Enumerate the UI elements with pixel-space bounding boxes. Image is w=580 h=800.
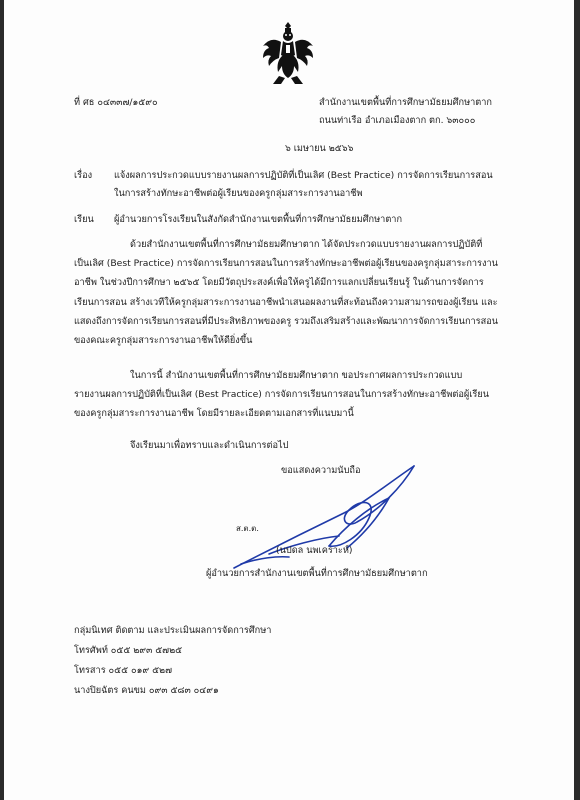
handwritten-signature: [229, 458, 439, 578]
closing-request: จึงเรียนมาเพื่อทราบและดำเนินการต่อไป: [130, 440, 289, 451]
garuda-emblem-icon: [259, 20, 317, 86]
footer-phone: โทรศัพท์ ๐๕๕ ๒๙๓ ๕๗๒๕: [74, 645, 183, 656]
subject-line-1: แจ้งผลการประกวดแบบรายงานผลการปฏิบัติที่เป็นเลิศ (Best Practice) การจัดการเรียนการสอน: [114, 170, 493, 181]
salutation-text: ผู้อำนวยการโรงเรียนในสังกัดสำนักงานเขตพื้นที่การศึกษามัธยมศึกษาตาก: [114, 214, 403, 225]
signatory-position: ผู้อำนวยการสำนักงานเขตพื้นที่การศึกษามัธยมศึกษาตาก: [206, 568, 428, 579]
footer-fax: โทรสาร ๐๕๕ ๐๑๙ ๕๒๗: [74, 665, 172, 676]
body-paragraph-1: [74, 235, 498, 350]
office-address: ถนนท่าเรือ อำเภอเมืองตาก ตก. ๖๓๐๐๐: [319, 115, 476, 126]
document-page: [4, 0, 574, 800]
signatory-initials: ส.ต.ต.: [236, 524, 259, 533]
paragraph-line: เป็นเลิศ (Best Practice) การจัดการเรียนการสอนในการสร้างทักษะอาชีพต่อผู้เรียนของครูกลุ่มสาระการงาน: [74, 258, 498, 270]
office-name: สำนักงานเขตพื้นที่การศึกษามัธยมศึกษาตาก: [319, 97, 492, 108]
footer-contact: นางปิยฉัตร คนขม ๐๙๓ ๕๘๓ ๐๔๙๑: [74, 685, 219, 696]
paragraph-line: ในการนี้ สำนักงานเขตพื้นที่การศึกษามัธยมศึกษาตาก ขอประกาศผลการประกวดแบบ: [130, 370, 463, 381]
paragraph-line: เรียนการสอน สร้างเวทีให้ครูกลุ่มสาระการงานอาชีพนำเสนอผลงานที่สะท้อนถึงความสามารถของผู้เรียน และ: [74, 296, 498, 308]
paragraph-line: ของครูกลุ่มสาระการงานอาชีพ โดยมีรายละเอียดตามเอกสารที่แนบมานี้: [74, 408, 354, 420]
subject-label: เรื่อง: [74, 170, 93, 181]
footer-department: กลุ่มนิเทศ ติดตาม และประเมินผลการจัดการศึกษา: [74, 625, 272, 636]
paragraph-line: ด้วยสำนักงานเขตพื้นที่การศึกษามัธยมศึกษาตาก ได้จัดประกวดแบบรายงานผลการปฏิบัติที่: [130, 239, 483, 250]
document-number: ที่ ศธ ๐๔๓๓๗/๑๕๙๐: [74, 97, 158, 108]
regards-text: ขอแสดงความนับถือ: [281, 465, 361, 476]
paragraph-line: ของคณะครูกลุ่มสาระการงานอาชีพให้ดียิ่งขึ้น: [74, 335, 253, 347]
paragraph-line: รายงานผลการปฏิบัติที่เป็นเลิศ (Best Practice) การจัดการเรียนการสอนในการสร้างทักษะอาชีพต่อผู้เรียน: [74, 389, 490, 401]
salutation-label: เรียน: [74, 214, 94, 225]
subject-line-2: ในการสร้างทักษะอาชีพต่อผู้เรียนของครูกลุ่มสาระการงานอาชีพ: [114, 188, 363, 199]
document-date: ๖ เมษายน ๒๕๖๖: [285, 143, 354, 154]
signatory-name: (นปดล นพเคราะห์): [276, 545, 353, 556]
body-paragraph-2: [74, 366, 489, 424]
paragraph-line: อาชีพ ในช่วงปีการศึกษา ๒๕๖๕ โดยมีวัตถุประสงค์เพื่อให้ครูได้มีการแลกเปลี่ยนเรียนรู้ ในด้านการจัดการ: [74, 277, 484, 289]
paragraph-line: แสดงถึงการจัดการเรียนการสอนที่มีประสิทธิภาพของครู รวมถึงเสริมสร้างและพัฒนาการจัดการเรียนการสอน: [74, 315, 499, 327]
